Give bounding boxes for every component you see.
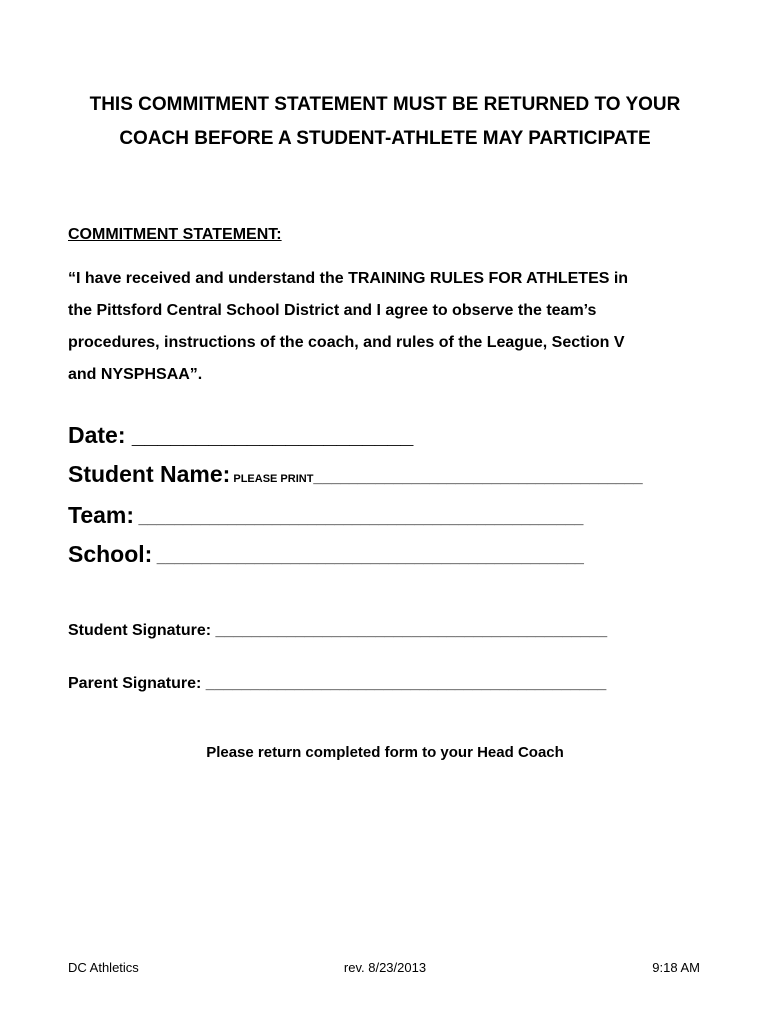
parent-signature-blank-line[interactable]: _____________________________________________ [201, 675, 607, 692]
student-name-label: Student Name: [68, 461, 231, 487]
parent-signature-field[interactable] [68, 675, 606, 693]
date-blank-line[interactable]: ______________________ [125, 422, 414, 448]
student-signature-field[interactable] [68, 622, 607, 640]
school-blank-line[interactable]: ________________________________________________ [152, 549, 584, 566]
school-field[interactable] [68, 540, 584, 572]
footer-right: 9:18 AM [652, 960, 700, 975]
parent-signature-label: Parent Signature: [68, 675, 202, 692]
footer-center: rev. 8/23/2013 [343, 960, 427, 975]
statement-line-4: and NYSPHSAA”. [68, 366, 203, 383]
statement-line-2: the Pittsford Central School District and I agree to observe the team’s [68, 302, 597, 319]
commitment-statement-label: COMMITMENT STATEMENT: [68, 226, 282, 243]
date-label: Date: [68, 422, 126, 448]
school-label: School: [68, 541, 153, 567]
team-blank-line[interactable]: __________________________________________________ [134, 510, 584, 527]
student-signature-label: Student Signature: [68, 622, 212, 639]
please-print-hint: PLEASE PRINT [230, 473, 314, 485]
heading-line-2: COACH BEFORE A STUDENT-ATHLETE MAY PARTICIPATE [119, 128, 651, 149]
student-name-field[interactable] [68, 460, 643, 493]
footer-left: DC Athletics [68, 960, 139, 975]
return-instruction: Please return completed form to your Head Coach [206, 744, 564, 761]
student-signature-blank-line[interactable]: ____________________________________________ [211, 622, 608, 639]
team-field[interactable] [68, 501, 583, 533]
statement-line-1: “I have received and understand the TRAINING RULES FOR ATHLETES in [68, 270, 629, 287]
statement-line-3: procedures, instructions of the coach, and rules of the League, Section V [68, 334, 625, 351]
heading-line-1: THIS COMMITMENT STATEMENT MUST BE RETURNED TO YOUR [89, 94, 681, 115]
team-label: Team: [68, 502, 135, 528]
commitment-statement-text [68, 263, 708, 391]
student-name-blank-line[interactable]: _____________________________________ [313, 469, 643, 486]
date-field[interactable] [68, 421, 413, 449]
form-heading [0, 88, 770, 156]
